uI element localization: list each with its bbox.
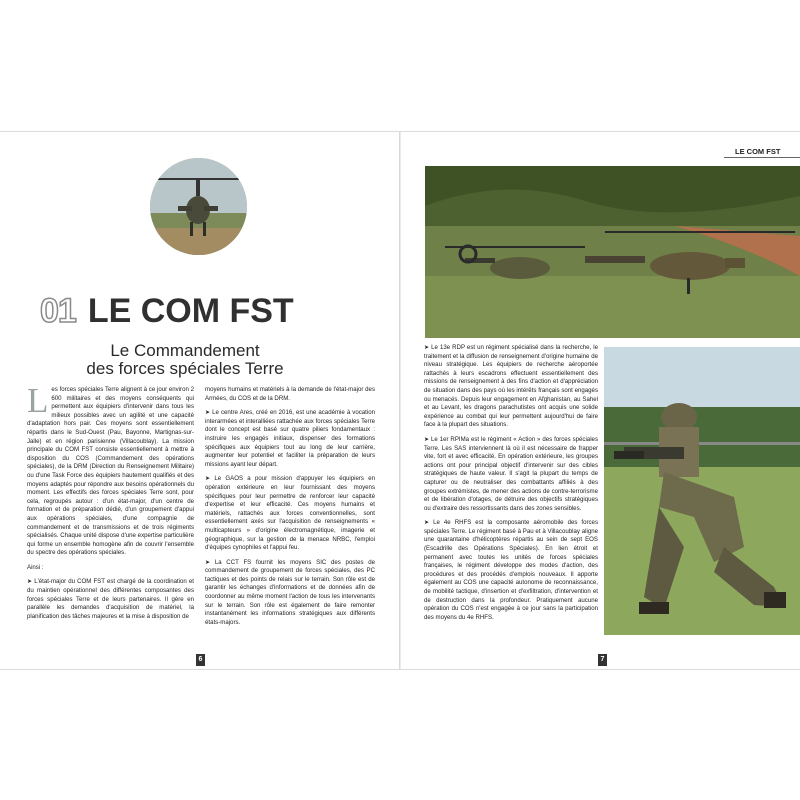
paragraph: ➤ Le 1er RPIMa est le régiment « Action » des forces spéciales Terre. Les SAS interviennent là où il est nécessaire de frapper vite, fort et avec efficacité. En opération extérieure, les groupes actions ont pour principal objectif d'intervenir sur des cibles stratégiques de haute valeur. Il s'agit la plupart du temps de capturer ou de neutraliser des combattants affiliés à des groupes extrémistes, de mener des actions de contre-terrorisme et de libération d'otages, de détruire des objectifs stratégiques ou d'extraire des ressortissants dans des zones sensibles. (424, 435, 598, 512)
page-number-left: 6 (196, 654, 205, 666)
helicopters-photo (425, 166, 800, 338)
paragraph: moyens humains et matériels à la demande de l'état-major des Armées, du COS et de la DRM. (205, 386, 375, 402)
text-column-3 (424, 344, 598, 628)
page-number-right: 7 (598, 654, 607, 666)
chapter-heading (40, 292, 294, 336)
chapter-number: 01 (40, 292, 76, 330)
chapter-title: LE COM FST (87, 292, 294, 330)
paragraph: ➤ L'état-major du COM FST est chargé de la coordination et du maintien opérationnel des différentes composantes des forces spéciales Terre et de leurs partenaires. Il gère en parallèle les demandes d'acquisition de matériel, la planification des tâches majeures et la mise à disposition de (27, 578, 194, 620)
paragraph: ➤ Le GAOS a pour mission d'appuyer les équipiers en opération extérieure en leur fournissant des moyens spécifiques pour leur permettre de renforcer leur capacité d'expertise et leur efficacité. Ces moyens humains et matériels, rattachés aux forces conventionnelles, sont essentiellement axés sur l'acquisition de renseignements « multicapteurs » d'origine électromagnétique, imagerie et géographique, sur la gestion de la menace NRBC, l'emploi d'équipes cynophiles et l'appui feu. (205, 475, 375, 552)
paragraph: ➤ Le centre Ares, créé en 2016, est une académie à vocation interarmées et interalliées rattachée aux forces spéciales Terre dont le concept est basé sur quatre piliers fondamentaux : instruire les engagés initiaux, dispenser des formations spécifiques aux équipiers tout au long de leur carrière, augmenter leur potentiel et faciliter la préparation de leurs missions ayant leur départ. (205, 409, 375, 468)
text-column-2 (205, 386, 375, 633)
magazine-spread (0, 131, 800, 670)
text-column-1 (27, 381, 194, 627)
dropcap: L (27, 381, 49, 420)
helicopter-round-photo (150, 158, 247, 255)
subtitle-line-2: des forces spéciales Terre (86, 359, 284, 378)
paragraph: ➤ La CCT FS fournit les moyens SIC des postes de commandement de groupement de forces spéciales, des PC tactiques et des points de relais sur le terrain. Son rôle est de garantir les échanges d'informations et de données afin de coordonner au même moment l'action de tous les intervenants sur le terrain. Son rôle est également de faire remonter instantanément les informations stratégiques aux différents états-majors. (205, 558, 375, 626)
page-gutter (399, 132, 401, 669)
chapter-subtitle (60, 342, 310, 378)
section-label: LE COM FST (735, 147, 781, 156)
paragraph: Ainsi : (27, 563, 44, 571)
paragraph: ➤ Le 4e RHFS est la composante aéromobile des forces spéciales Terre. Le régiment basé à Pau et à Villacoublay aligne une quarantaine d'hélicoptères répartis au sein de sept EOS (Escadrille des Opérations Spéciales). En lien étroit et permanent avec toutes les unités de forces spéciales françaises, le régiment développe des modes d'action, des procédures et des procédés d'emplois nouveaux. Il apporte également au COS une capacité autonome de reconnaissance, de mobilité tactique, d'insertion et d'exfiltration, d'intervention et de destruction dans la profondeur. Pratiquement aucune opération du COS n'est engagée à ce jour sans la participation des moyens du 4e RHFS. (424, 519, 598, 621)
subtitle-line-1: Le Commandement (110, 341, 260, 360)
section-rule (724, 157, 800, 158)
paragraph: ➤ Le 13e RDP est un régiment spécialisé dans la recherche, le traitement et la diffusion de renseignement d'origine humaine de niveau stratégique. Les équipiers de recherche aéroportée rattachés à leurs escadrons effectuent essentiellement des missions de renseignement à des fins d'action et d'appréciation de situation dans des pays où les intérêts français sont engagés ou menacés. Depuis leur engagement en Afghanistan, au Sahel et au Levant, les dragons parachutistes ont acquis une solide expérience au combat qui leur permettent aujourd'hui de faire face à la plupart des situations. (424, 344, 598, 429)
paragraph (27, 381, 194, 558)
soldier-photo (604, 347, 800, 635)
paragraph-text: es forces spéciales Terre alignent à ce jour environ 2 600 militaires et des moyens conséquents qui permettent aux équipiers d'intervenir dans tous les milieux possibles avec un agilité et une capacité d'adaptation hors pair. Ces moyens sont essentiellement répartis dans le Sud-Ouest (Pau, Bayonne, Martignas-sur-Jalle) et en région parisienne (Villacoublay). La mission principale du COM FST consiste essentiellement à mettre à disposition du COS (Commandement des opérations spéciales), de la DRM (Direction du Renseignement Militaire) ou d'une Task Force des équipiers hautement qualifiés et des moyens adaptés pour répondre aux besoins opérationnels du moment. Les effectifs des forces spéciales Terre sont, pour cela, regroupés autour : d'un état-major, d'un centre de formation et de préparation dédié, d'un groupement d'appui aux opérations spéciales, d'une compagnie de commandement et de transmissions et de trois régiments spécialisés. Chaque unité dispose d'une expertise particulière qui forme un ensemble homogène afin de couvrir l'ensemble du spectre des opérations spéciales. (27, 386, 194, 557)
